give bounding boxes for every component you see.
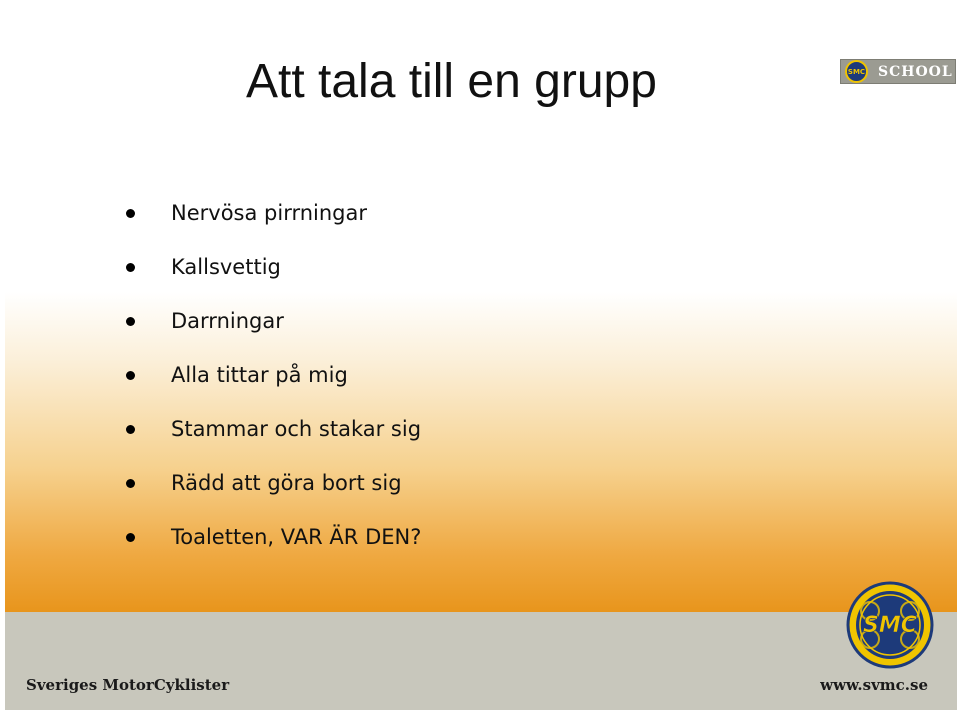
bullet-text: Alla tittar på mig — [171, 363, 348, 387]
school-badge — [840, 59, 956, 84]
bullet-item — [120, 348, 421, 402]
bullet-text: Toaletten, VAR ÄR DEN? — [171, 525, 422, 549]
bullet-text: Nervösa pirrningar — [171, 201, 368, 225]
bullet-text: Kallsvettig — [171, 255, 281, 279]
bullet-item — [120, 510, 421, 564]
bullet-list — [120, 186, 421, 564]
smc-logo-text: SMC — [863, 613, 917, 638]
footer-website: www.svmc.se — [820, 676, 928, 694]
slide-title: Att tala till en grupp — [246, 55, 657, 108]
footer-organization-name: Sveriges MotorCyklister — [26, 676, 230, 694]
bullet-item — [120, 186, 421, 240]
school-badge-text: SCHOOL — [878, 63, 953, 80]
bullet-dot-icon — [126, 479, 135, 488]
bullet-item — [120, 402, 421, 456]
bullet-item — [120, 240, 421, 294]
smc-logo-icon — [846, 581, 934, 669]
bullet-dot-icon — [126, 533, 135, 542]
bullet-dot-icon — [126, 263, 135, 272]
bullet-dot-icon — [126, 317, 135, 326]
bullet-dot-icon — [126, 371, 135, 380]
bullet-text: Stammar och stakar sig — [171, 417, 422, 441]
bullet-item — [120, 456, 421, 510]
bullet-item — [120, 294, 421, 348]
bullet-dot-icon — [126, 209, 135, 218]
bullet-text: Darrningar — [171, 309, 284, 333]
smc-mini-logo-icon: SMC — [845, 60, 868, 83]
footer-band — [5, 612, 957, 710]
bullet-dot-icon — [126, 425, 135, 434]
bullet-text: Rädd att göra bort sig — [171, 471, 402, 495]
